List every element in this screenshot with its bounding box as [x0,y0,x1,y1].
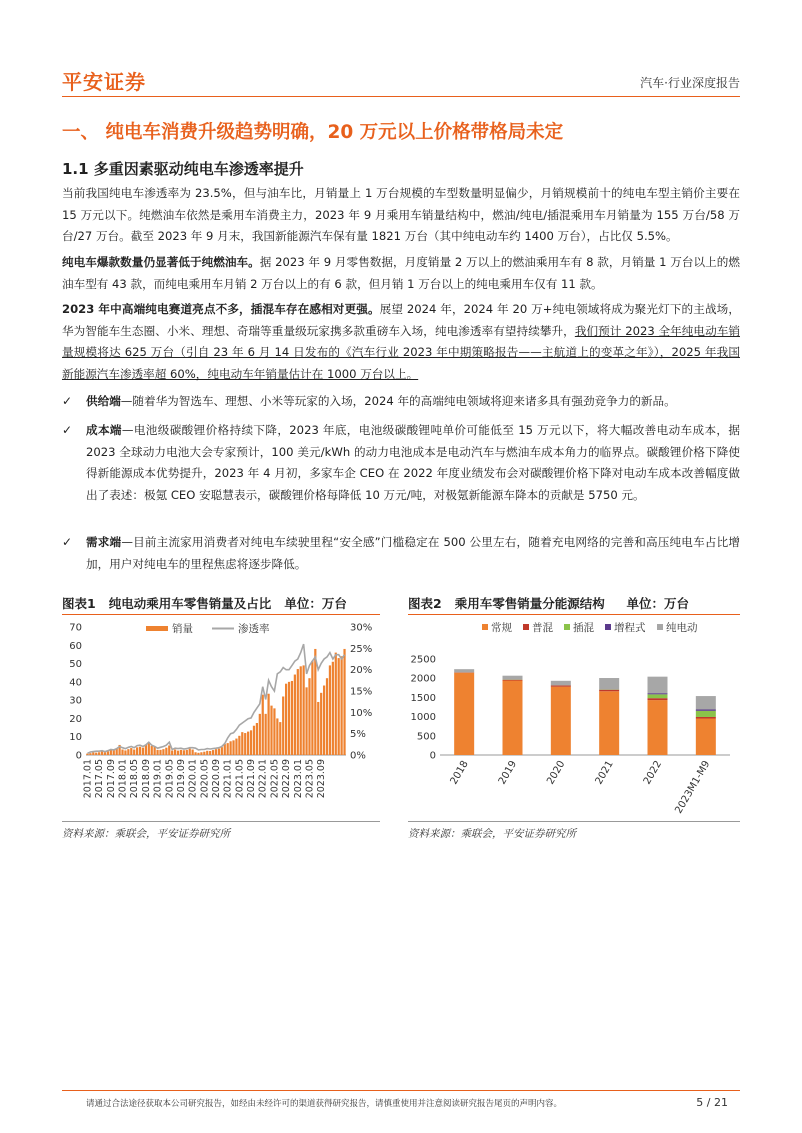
sales-bar [341,656,343,755]
document-type: 汽车·行业深度报告 [640,76,740,90]
sales-bar [294,675,296,755]
x-axis-tick: 2022 [641,759,665,787]
x-axis-tick: 2018.01 [117,759,129,799]
stacked-bar-segment [648,694,668,698]
paragraph-3 [62,299,740,385]
legend-label: 常规 [491,622,512,634]
y-axis-tick: 1500 [410,692,436,704]
x-axis-tick: 2022.01 [257,759,269,799]
paragraph-1: 当前我国纯电车渗透率为 23.5%，但与油车比，月销量上 1 万台规模的车型数量明显偏少，月销规模前十的纯电车型主销价主要在 15 万元以下。纯燃油车依然是乘用车消费主力，2023 年 9 月乘用车销量结构中，燃油/纯电/插混乘用车月销量为 155 万台/58 万台/27 万台。截至 2023 年 9 月末，我国新能源汽车保有量 1821 万台（其中纯电动车约 1400 万台），占比仅 5.5%。 [62,186,740,243]
sales-bar [262,695,264,755]
legend-swatch [523,624,529,630]
sales-bar [288,682,290,755]
figure-1-bottom-rule [62,821,380,822]
x-axis-tick: 2020.09 [211,759,222,799]
sales-bar [156,750,158,755]
company-logo: 平安证券 [62,70,146,94]
body-text-2 [62,252,740,295]
bullet-supply [62,391,740,413]
x-axis-tick: 2021.01 [222,759,234,799]
body-text [62,183,740,248]
figure-2 [408,594,740,841]
sales-bar [247,732,249,755]
y-axis-right-tick: 5% [350,729,366,741]
sales-bar [107,751,109,755]
sales-bar [194,752,196,755]
sales-bar [197,753,199,755]
paragraph-3-body: 展望 2024 年，2024 年 20 万+纯电领域将成为聚光灯下的主战场，华为智能车生态圈、小米、理想、奇瑞等重量级玩家携多款重磅车入场，纯电渗透率有望持续攀升， [62,302,740,338]
footer-divider [62,1090,740,1091]
stacked-bar-segment [503,680,523,681]
x-axis-tick: 2018 [448,759,471,787]
sales-bar [165,748,167,755]
subsection-title: 1.1 多重因素驱动纯电车渗透率提升 [62,160,304,178]
sales-bar [253,726,255,755]
y-axis-tick: 500 [416,731,436,743]
bullet-lead: 供给端 [86,394,121,408]
x-axis-tick: 2019 [496,759,520,787]
page-number: 5 / 21 [696,1096,728,1109]
sales-bar [259,714,261,755]
sales-bar [320,693,322,755]
sales-bar [162,749,164,755]
paragraph-3-underlined: 我们预计 2023 全年纯电动车销量规模将达 625 万台（引自 23 年 6 月 14 日发布的《汽车行业 2023 年中期策略报告——主航道上的变革之年》），2025 年我国新能源汽车渗透率超 60%，纯电动车年销量估计在 1000 万台以上。 [62,323,740,381]
sales-bar [136,747,138,755]
bullet-cost [62,420,740,506]
x-axis-tick: 2022.09 [281,759,293,799]
y-axis-right-tick: 10% [350,707,373,719]
sales-bar [276,718,278,755]
y-axis-left-tick: 10 [69,732,82,744]
legend-penetration-label: 渗透率 [238,623,270,635]
figure-2-source: 资料来源：乘联会，平安证券研究所 [408,828,576,840]
bullet-text: —电池级碳酸锂价格持续下降，2023 年底，电池级碳酸锂吨单价可能低至 15 万元以下，将大幅改善电动车成本，据 2023 全球动力电池大会专家预计，100 美元/kWh 的动力电池成本是电动汽车与燃油车成本角力的临界点。碳酸锂价格下降使得新能源成本优势提升，2023 年 4 月初，多家车企 CEO 在 2022 年度业绩发布会对碳酸锂价格下降对电动车成本改善幅度做出了表述：极氪 CEO 安聪慧表示，碳酸锂价格每降低 10 万元/吨，对极氪新能源车降本的贡献是 5750 元。 [86,423,740,502]
sales-bar [139,747,141,755]
stacked-bar-segment [454,669,474,672]
figure-1-label: 图表1 [62,596,96,611]
sales-bar [305,687,307,755]
sales-bar [145,745,147,755]
sales-bar [174,750,176,755]
figure-2-label: 图表2 [408,596,442,611]
figure-1-source: 资料来源：乘联会，平安证券研究所 [62,828,230,840]
paragraph-3-lead: 2023 年中高端纯电赛道亮点不多，插混车存在感相对更强。 [62,302,380,316]
sales-bar [238,736,240,755]
sales-bar [303,665,305,755]
x-axis-tick: 2020.05 [199,759,211,799]
sales-bar [297,669,299,755]
legend-label: 增程式 [614,622,646,634]
sales-bar [101,751,103,755]
sales-bar [329,665,331,755]
sales-bar [142,748,144,755]
bullet-lead: 成本端 [86,423,122,437]
stacked-bar-segment [503,681,523,755]
paragraph-2-body: 据 2023 年 9 月零售数据，月度销量 2 万以上的燃油乘用车有 8 款，月销量 1 万台以上的燃油车型有 43 款，而纯电乘用车月销 2 万台以上的有 6 款，但月销 1 万台以上的纯电乘用车仅有 11 款。 [62,255,740,291]
x-axis-tick: 2019.05 [164,759,176,799]
stacked-bar-segment [599,691,619,755]
legend-swatch [605,624,611,630]
sales-bar [180,750,182,755]
legend-swatch [657,624,663,630]
sales-bar [192,750,194,755]
sales-bar [154,747,156,755]
stacked-bar-segment [696,709,716,710]
legend-sales-label: 销量 [172,623,193,635]
legend-sales-swatch [146,626,168,631]
sales-bar [203,752,205,755]
sales-bar [311,661,313,755]
y-axis-tick: 2500 [410,654,436,666]
sales-bar [124,750,126,755]
x-axis-tick: 2021 [593,759,616,787]
sales-bar [244,733,246,755]
figure-1-title [62,594,380,614]
sales-bar [279,722,281,755]
x-axis-tick: 2017.01 [82,759,94,799]
stacked-bar-segment [454,673,474,755]
sales-bar [256,723,258,755]
x-axis-tick: 2023.05 [304,759,316,799]
stacked-bar-segment [696,711,716,717]
sales-bar [98,752,100,755]
x-axis-tick: 2022.05 [269,759,281,799]
x-axis-tick: 2023M1-M9 [673,759,713,816]
stacked-bar-segment [648,677,668,694]
sales-bar [215,749,217,755]
stacked-bar-segment [599,678,619,689]
sales-bar [241,732,243,755]
x-axis-tick: 2021.09 [246,759,258,799]
sales-bar [273,708,275,755]
bullet-text: —随着华为智选车、理想、小米等玩家的入场，2024 年的高端纯电领域将迎来诸多具有强劲竞争力的新品。 [120,394,676,408]
y-axis-right-tick: 30% [350,622,373,634]
y-axis-right-tick: 20% [350,665,373,677]
sales-bar [265,714,267,755]
bev-sales-chart [62,615,380,817]
sales-bar [323,686,325,755]
sales-bar [92,752,94,755]
stacked-bar-segment [551,681,571,685]
x-axis-tick: 2017.09 [105,759,117,799]
stacked-bar-segment [696,717,716,719]
y-axis-left-tick: 30 [69,695,82,707]
sales-bar [89,753,91,755]
footer-disclaimer: 请通过合法途径获取本公司研究报告，如经由未经许可的渠道获得研究报告，请慎重使用并注意阅读研究报告尾页的声明内容。 [86,1099,563,1109]
sales-bar [159,750,161,755]
section-title: 一、 纯电车消费升级趋势明确，20 万元以上价格带格局未定 [62,122,564,143]
sales-bar [133,750,135,755]
sales-bar [308,678,310,755]
sales-bar [209,751,211,755]
sales-bar [130,748,132,755]
sales-bar [121,750,123,755]
sales-bar [338,658,340,755]
sales-bar [127,749,129,755]
x-axis-tick: 2019.01 [152,759,164,799]
x-axis-tick: 2020.01 [187,759,199,799]
sales-bar [250,730,252,755]
sales-bar [343,649,345,755]
stacked-bar-segment [648,698,668,700]
y-axis-left-tick: 50 [69,659,82,671]
energy-structure-chart [408,615,740,817]
sales-bar [186,750,188,755]
y-axis-right-tick: 0% [350,750,366,762]
sales-bar [171,751,173,755]
sales-bar [291,681,293,755]
stacked-bar-segment [551,685,571,686]
y-axis-left-tick: 60 [69,640,82,652]
x-axis-tick: 2018.05 [129,759,141,799]
sales-bar [332,662,334,755]
y-axis-left-tick: 0 [75,750,82,762]
stacked-bar-segment [551,687,571,755]
sales-bar [317,702,319,755]
x-axis-tick: 2018.09 [140,759,152,799]
check-icon: ✓ [62,423,73,437]
stacked-bar-segment [648,693,668,694]
sales-bar [224,744,226,755]
sales-bar [235,739,237,755]
sales-bar [221,747,223,755]
legend-label: 纯电动 [666,622,698,634]
sales-bar [189,749,191,755]
sales-bar [212,750,214,755]
sales-bar [177,751,179,755]
stacked-bar-segment [696,696,716,709]
sales-bar [151,746,153,755]
sales-bar [200,752,202,755]
legend-label: 普混 [532,622,553,634]
y-axis-left-tick: 70 [69,622,82,634]
sales-bar [300,666,302,755]
stacked-bar-segment [648,700,668,755]
x-axis-tick: 2019.09 [175,759,187,799]
y-axis-tick: 2000 [410,673,436,685]
sales-bar [335,653,337,755]
y-axis-right-tick: 15% [350,686,373,698]
sales-bar [168,745,170,755]
sales-bar [227,743,229,755]
bullet-text: —目前主流家用消费者对纯电车续驶里程“安全感”门槛稳定在 500 公里左右，随着充电网络的完善和高压纯电车占比增加，用户对纯电车的里程焦虑将逐步降低。 [86,535,740,571]
figure-1 [62,594,380,841]
sales-bar [267,694,269,755]
y-axis-tick: 0 [429,750,436,762]
figure-2-unit: 单位：万台 [626,596,690,611]
x-axis-tick: 2020 [545,759,568,787]
bullet-demand [62,532,740,575]
sales-bar [229,741,231,755]
stacked-bar-segment [503,676,523,680]
bullet-lead: 需求端 [86,535,122,549]
check-icon: ✓ [62,535,73,549]
sales-bar [218,749,220,755]
paragraph-2-lead: 纯电车爆款数量仍显著低于纯燃油车。 [62,255,260,269]
figure-2-bottom-rule [408,821,740,822]
figure-2-title [408,594,740,614]
stacked-bar-segment [696,719,716,755]
sales-bar [314,649,316,755]
y-axis-right-tick: 25% [350,643,373,655]
sales-bar [104,752,106,755]
sales-bar [232,740,234,755]
x-axis-tick: 2021.05 [234,759,246,799]
y-axis-left-tick: 40 [69,677,82,689]
sales-bar [282,696,284,755]
sales-bar [285,684,287,755]
x-axis-tick: 2017.05 [94,759,106,799]
check-icon: ✓ [62,394,73,408]
paragraph-2 [62,252,740,295]
body-text-3 [62,299,740,385]
legend-swatch [564,624,570,630]
x-axis-tick: 2023.09 [316,759,328,799]
sales-bar [95,753,97,755]
sales-bar [183,750,185,755]
y-axis-left-tick: 20 [69,713,82,725]
sales-bar [206,751,208,755]
sales-bar [270,706,272,755]
figure-1-name: 纯电动乘用车零售销量及占比 [108,596,272,611]
figure-1-unit: 单位：万台 [284,596,347,611]
legend-swatch [482,624,488,630]
figure-2-name: 乘用车零售销量分能源结构 [454,596,605,611]
y-axis-tick: 1000 [410,712,436,724]
sales-bar [326,678,328,755]
legend-label: 插混 [573,622,594,634]
stacked-bar-segment [599,690,619,692]
header-divider [62,96,740,97]
x-axis-tick: 2023.01 [292,759,304,799]
